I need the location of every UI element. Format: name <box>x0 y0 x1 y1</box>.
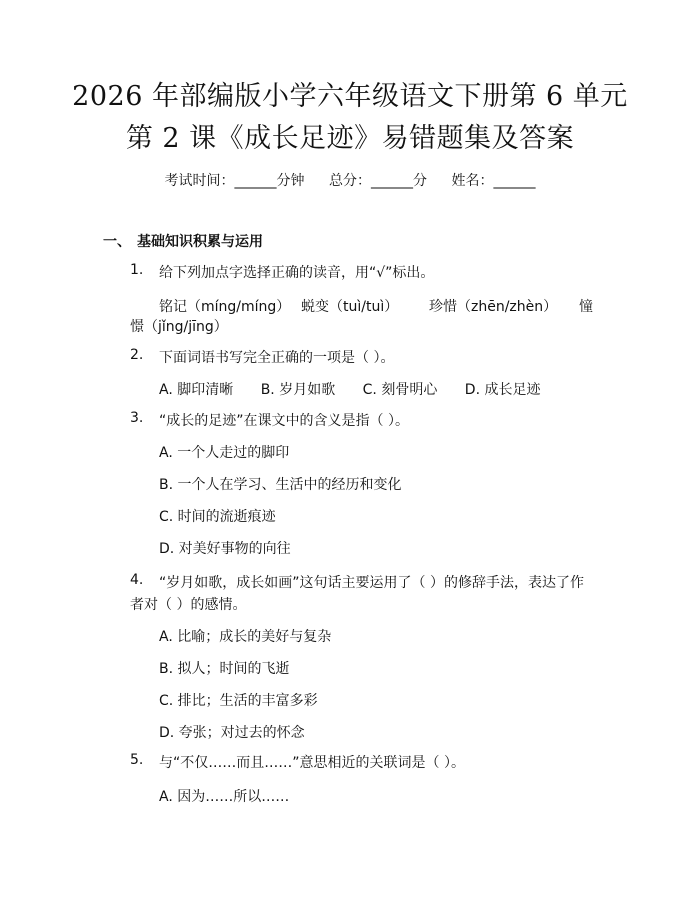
question-4-continued: 者对（ ）的感情。 <box>130 597 247 613</box>
option: D. 成长足迹 <box>464 382 541 398</box>
section-number: 一、 <box>103 234 131 250</box>
question-number: 5. <box>130 752 144 768</box>
option: C. 时间的流逝痕迹 <box>159 509 276 525</box>
exam-name: 姓名：______ <box>451 173 536 189</box>
question-5 <box>130 752 465 772</box>
option: B. 一个人在学习、生活中的经历和变化 <box>159 477 402 493</box>
pinyin-item-continued: 憬（jǐng/jīng） <box>130 319 228 335</box>
option: C. 刻骨明心 <box>362 382 438 398</box>
question-text: “岁月如歌，成长如画”这句话主要运用了（ ）的修辞手法，表达了作 <box>159 575 584 591</box>
options-row <box>159 379 563 399</box>
option: B. 岁月如歌 <box>260 382 336 398</box>
option: D. 对美好事物的向往 <box>159 541 291 557</box>
option: A. 脚印清晰 <box>159 382 234 398</box>
option: B. 拟人；时间的飞逝 <box>159 661 290 677</box>
pinyin-item: 铭记（míng/míng） <box>159 299 291 315</box>
question-text: 与“不仅……而且……”意思相近的关联词是（ ）。 <box>159 755 465 771</box>
option: A. 比喻；成长的美好与复杂 <box>159 629 332 645</box>
pinyin-item: 憧 <box>579 299 593 315</box>
section-title: 基础知识积累与运用 <box>137 234 263 250</box>
exam-score: 总分：______分 <box>329 173 427 189</box>
section-heading <box>103 231 263 251</box>
question-number: 2. <box>130 347 144 363</box>
question-number: 4. <box>130 572 144 588</box>
title-line-2: 第 2 课《成长足迹》易错题集及答案 <box>125 123 575 154</box>
question-2 <box>130 347 395 367</box>
question-text: “成长的足迹”在课文中的含义是指（ ）。 <box>159 413 409 429</box>
exam-time: 考试时间：______分钟 <box>164 173 305 189</box>
question-3 <box>130 410 409 430</box>
question-number: 1. <box>130 262 144 278</box>
option: A. 因为……所以…… <box>159 789 290 805</box>
pinyin-item: 珍惜（zhēn/zhèn） <box>429 299 558 315</box>
document-title <box>60 76 640 160</box>
option: C. 排比；生活的丰富多彩 <box>159 693 318 709</box>
pinyin-item: 蜕变（tuì/tuì） <box>301 299 399 315</box>
exam-info <box>0 170 700 190</box>
question-number: 3. <box>130 410 144 426</box>
question-text: 给下列加点字选择正确的读音，用“√”标出。 <box>159 265 435 281</box>
option: D. 夸张；对过去的怀念 <box>159 725 305 741</box>
question-1 <box>130 262 435 282</box>
option: A. 一个人走过的脚印 <box>159 445 290 461</box>
question-text: 下面词语书写完全正确的一项是（ ）。 <box>159 350 395 366</box>
question-4 <box>130 572 584 592</box>
title-line-1: 2026 年部编版小学六年级语文下册第 6 单元 <box>72 81 628 112</box>
